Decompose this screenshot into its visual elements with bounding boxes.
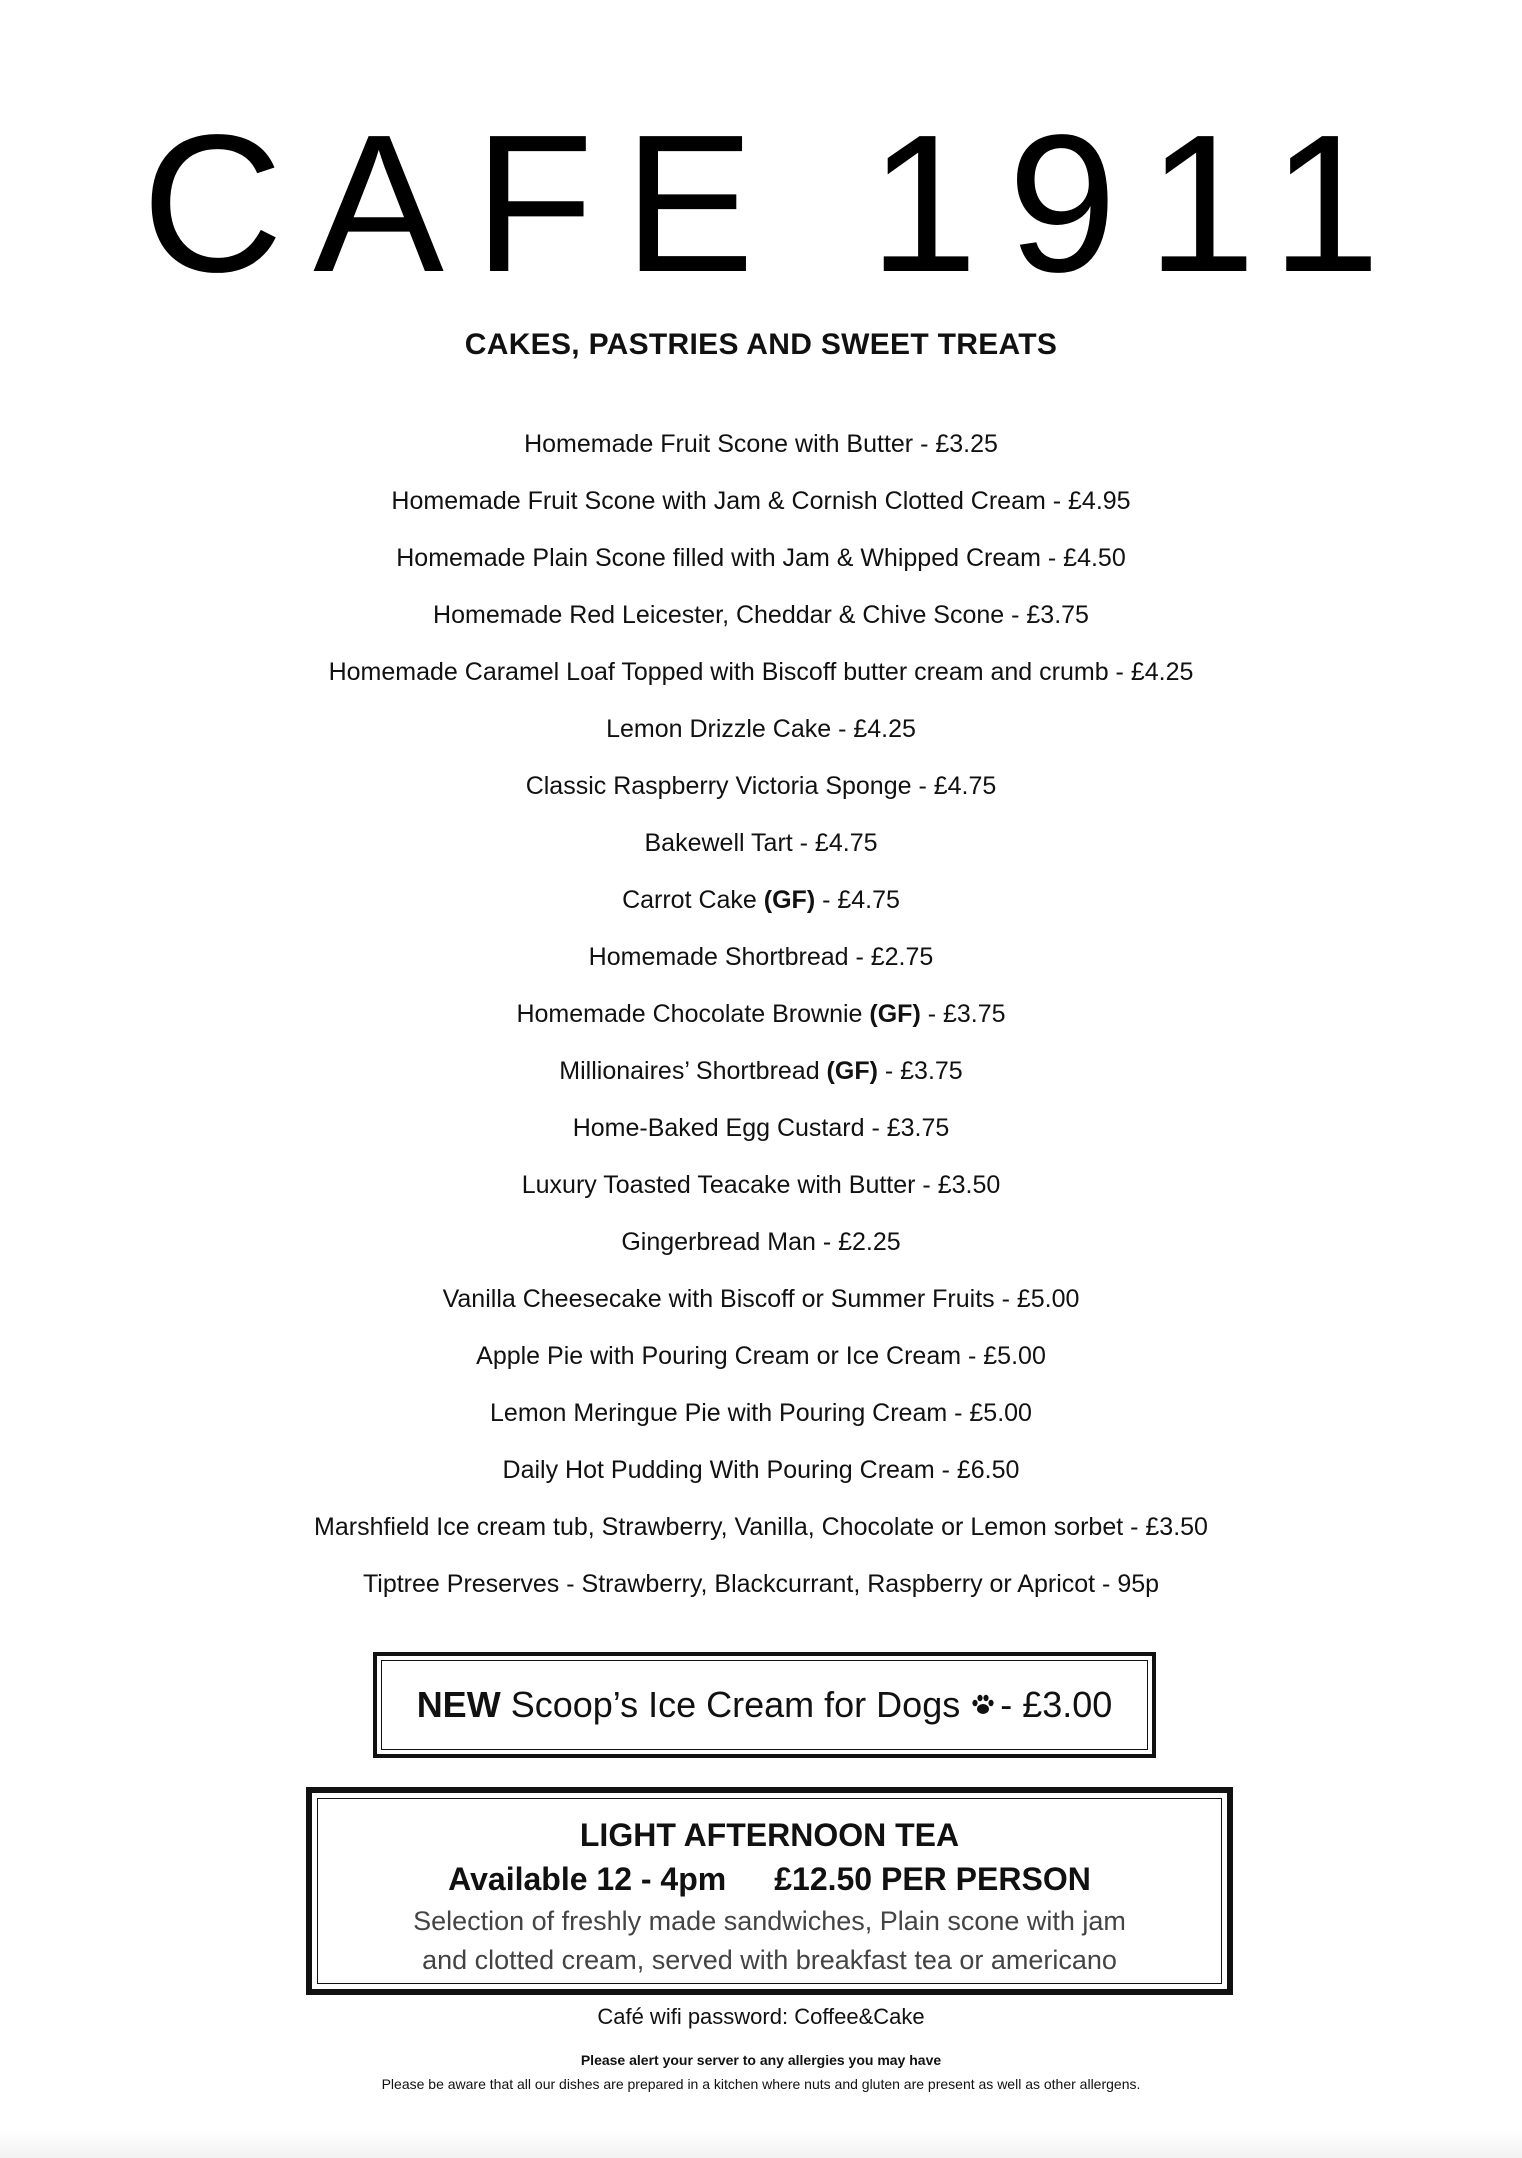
page-title: CAFE 1911	[141, 94, 1411, 313]
section-heading: CAKES, PASTRIES AND SWEET TREATS	[464, 328, 1058, 361]
menu-item	[0, 881, 1522, 938]
menu-item	[0, 995, 1522, 1052]
menu-item	[0, 1394, 1522, 1451]
menu-item-text: Tiptree Preserves - Strawberry, Blackcurrant, Raspberry or Apricot - 95p	[362, 1570, 1160, 1598]
menu-item-text: Homemade Fruit Scone with Jam & Cornish Clotted Cream - £4.95	[391, 487, 1131, 515]
menu-item	[0, 938, 1522, 995]
menu-item	[0, 767, 1522, 824]
gluten-free-tag: (GF)	[826, 1057, 878, 1085]
allergy-alert: Please alert your server to any allergies you may have	[580, 2052, 942, 2068]
menu-item	[0, 1337, 1522, 1394]
dog-ice-cream-inner	[381, 1660, 1148, 1750]
menu-item	[0, 824, 1522, 881]
menu-item-text: Home-Baked Egg Custard - £3.75	[572, 1114, 950, 1142]
menu-item	[0, 539, 1522, 596]
menu-item-text: Homemade Shortbread - £2.75	[588, 943, 934, 971]
dog-ice-cream-text: Scoop’s Ice Cream for Dogs	[510, 1684, 961, 1725]
menu-item-price: - £3.75	[877, 1057, 963, 1085]
menu-item	[0, 1223, 1522, 1280]
menu-list	[0, 425, 1522, 1622]
menu-item-text: Daily Hot Pudding With Pouring Cream - £6.50	[502, 1456, 1020, 1484]
page-bottom-shade	[0, 2130, 1522, 2158]
menu-item	[0, 596, 1522, 653]
dog-ice-cream-box	[373, 1652, 1156, 1758]
dog-ice-cream-price: - £3.00	[1000, 1684, 1113, 1725]
menu-item	[0, 1508, 1522, 1565]
menu-item-text: Classic Raspberry Victoria Sponge - £4.75	[525, 772, 997, 800]
gluten-free-tag: (GF)	[869, 1000, 921, 1028]
menu-item-price: - £4.75	[815, 886, 900, 914]
menu-item-text: Gingerbread Man - £2.25	[621, 1228, 901, 1256]
new-badge: NEW	[416, 1684, 501, 1725]
menu-item-text: Homemade Caramel Loaf Topped with Biscoff butter cream and crumb - £4.25	[328, 658, 1194, 686]
afternoon-tea-description-2: and clotted cream, served with breakfast tea or americano	[422, 1945, 1117, 1975]
allergy-notice: Please be aware that all our dishes are prepared in a kitchen where nuts and gluten are present as well as other allergens.	[381, 2076, 1141, 2092]
menu-item	[0, 1565, 1522, 1622]
menu-item-text: Apple Pie with Pouring Cream or Ice Cream - £5.00	[476, 1342, 1046, 1370]
menu-item-text: Carrot Cake	[622, 886, 764, 914]
menu-item	[0, 710, 1522, 767]
menu-item	[0, 653, 1522, 710]
menu-item-text: Homemade Red Leicester, Cheddar & Chive Scone - £3.75	[433, 601, 1089, 629]
menu-item	[0, 1451, 1522, 1508]
menu-item-text: Bakewell Tart - £4.75	[644, 829, 878, 857]
menu-item	[0, 1052, 1522, 1109]
afternoon-tea-availability: Available 12 - 4pm	[448, 1861, 727, 1897]
menu-item-text: Lemon Drizzle Cake - £4.25	[606, 715, 916, 743]
menu-item-text: Homemade Fruit Scone with Butter - £3.25	[524, 430, 998, 458]
menu-item-text: Vanilla Cheesecake with Biscoff or Summer Fruits - £5.00	[442, 1285, 1080, 1313]
menu-item-text: Marshfield Ice cream tub, Strawberry, Vanilla, Chocolate or Lemon sorbet - £3.50	[314, 1513, 1208, 1541]
menu-item-text: Millionaires’ Shortbread	[559, 1057, 827, 1085]
afternoon-tea-description-1: Selection of freshly made sandwiches, Plain scone with jam	[413, 1906, 1126, 1936]
menu-item	[0, 425, 1522, 482]
menu-item	[0, 1166, 1522, 1223]
gluten-free-tag: (GF)	[763, 886, 816, 914]
afternoon-tea-price: £12.50 PER PERSON	[774, 1861, 1091, 1897]
afternoon-tea-inner	[317, 1798, 1222, 1984]
menu-item	[0, 482, 1522, 539]
menu-item	[0, 1109, 1522, 1166]
menu-item	[0, 1280, 1522, 1337]
menu-item-text: Homemade Chocolate Brownie	[516, 1000, 870, 1028]
menu-item-text: Lemon Meringue Pie with Pouring Cream - £5.00	[490, 1399, 1032, 1427]
afternoon-tea-details	[318, 1857, 1221, 1901]
menu-item-text: Homemade Plain Scone filled with Jam & Whipped Cream - £4.50	[396, 544, 1126, 572]
paw-icon	[970, 1692, 996, 1718]
wifi-password: Café wifi password: Coffee&Cake	[597, 2004, 925, 2029]
menu-item-price: - £3.75	[920, 1000, 1006, 1028]
afternoon-tea-heading: LIGHT AFTERNOON TEA	[579, 1817, 960, 1853]
menu-item-text: Luxury Toasted Teacake with Butter - £3.50	[521, 1171, 1001, 1199]
afternoon-tea-box	[306, 1787, 1233, 1995]
